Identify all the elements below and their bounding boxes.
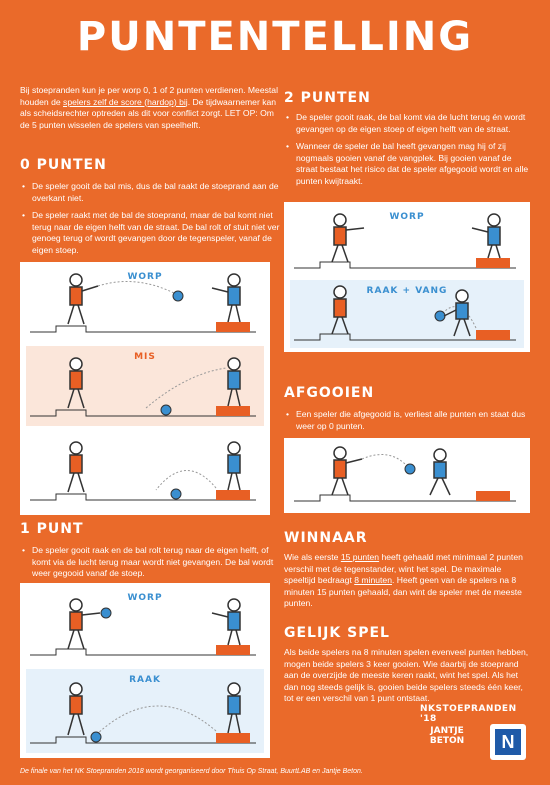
jantje-beton-logo: JANTJE BETON <box>429 726 465 746</box>
scene-drawing <box>26 432 264 510</box>
badge-title: NKSTOEPRANDEN '18 <box>420 704 517 724</box>
bullet: • De speler gooit raak, de bal komt via de lucht terug én wordt gevangen op de eigen stoep of eigen helft van de straat. <box>284 112 534 135</box>
intro-link: spelers zelf de score (hardop) bij <box>63 96 188 107</box>
winnaar-text: Wie als eerste 15 punten heeft gehaald met minimaal 2 punten verschil met de tegenstander, wint het spel. De maximale speeltijd bedraagt 8 minuten. Heeft geen van de spelers na 8 minuten 15 punten gehaald, dan wint de speler met de meeste punten. <box>284 552 523 608</box>
section-winnaar <box>284 530 534 610</box>
illustration-2-punten <box>284 202 530 352</box>
scene-raak: RAAK <box>26 669 264 753</box>
illustration-1-punt <box>20 583 270 758</box>
bullet: • Wanneer de speler de bal heeft gevangen mag hij of zij nogmaals gooien vanaf de vangplek. Bij gooien vanaf de straat bestaat het risico dat de speler afgegooid wordt en alle punten kwijtraakt. <box>284 141 534 187</box>
footer-text: De finale van het NK Stoepranden 2018 wordt georganiseerd door Thuis Op Straat, BuurtLAB en Jantje Beton. <box>20 768 363 775</box>
scene-drawing <box>290 441 524 510</box>
section-afgooien <box>284 385 534 438</box>
scene-worp: WORP <box>290 206 524 276</box>
scene-afgooien <box>290 441 524 510</box>
section-gelijk-spel <box>284 625 534 705</box>
scene-mis: MIS <box>26 346 264 426</box>
section-heading: 1 PUNT <box>20 521 84 537</box>
section-2-punten <box>284 90 534 193</box>
scene-terug <box>26 432 264 510</box>
section-heading: 2 PUNTEN <box>284 90 371 106</box>
illustration-0-punten <box>20 262 270 515</box>
page-title: PUNTENTELLING <box>76 14 474 60</box>
partner-logos <box>418 718 530 768</box>
gelijk-text: Als beide spelers na 8 minuten spelen evenveel punten hebben, mogen beide spelers 3 keer gooien. Wie daarbij de stoeprand aan de overzijde de meeste keren raakt, wint het spel. Als het dan nog steeds gelijk is, gooien beide spelers steeds één keer, tot er een verschil van 1 punt ontstaat. <box>284 647 529 703</box>
scene-worp: WORP <box>26 587 264 665</box>
intro-text: Bij stoepranden kun je per worp 0, 1 of 2 punten verdienen. Meestal houden de spelers zelf de score (hardop) bij. De tijdwaarnemer kan als scheidsrechter optreden als dit voor conflict zorgt. LET OP: Om de 5 punten wisselen de spelers van speelhelft. <box>20 85 278 130</box>
section-1-punt <box>20 521 282 586</box>
section-heading: AFGOOIEN <box>284 385 375 401</box>
section-heading: 0 PUNTEN <box>20 157 107 173</box>
section-0-punten <box>20 157 282 262</box>
scene-worp: WORP <box>26 266 264 342</box>
bullet: • De speler gooit raak en de bal rolt terug naar de eigen helft, of komt via de lucht terug maar wordt niet gevangen. De bal wordt weer gegooid vanaf de stoep. <box>20 545 282 580</box>
section-heading: WINNAAR <box>284 530 368 546</box>
scene-raak-vang: RAAK + VANG <box>290 280 524 348</box>
section-heading: GELIJK SPEL <box>284 625 390 641</box>
bullet: • De speler gooit de bal mis, dus de bal raakt de stoeprand aan de overkant niet. <box>20 181 282 204</box>
n-logo: N <box>490 724 526 760</box>
bullet: • Een speler die afgegooid is, verliest alle punten en staat dus weer op 0 punten. <box>284 409 534 432</box>
bullet: • De speler raakt met de bal de stoeprand, maar de bal komt niet terug naar de eigen helft van de straat. De bal rolt of stuit niet ver genoeg terug of wordt gevangen door de tegenspeler, vanaf de eigen stoep. <box>20 210 282 256</box>
illustration-afgooien <box>284 438 530 513</box>
